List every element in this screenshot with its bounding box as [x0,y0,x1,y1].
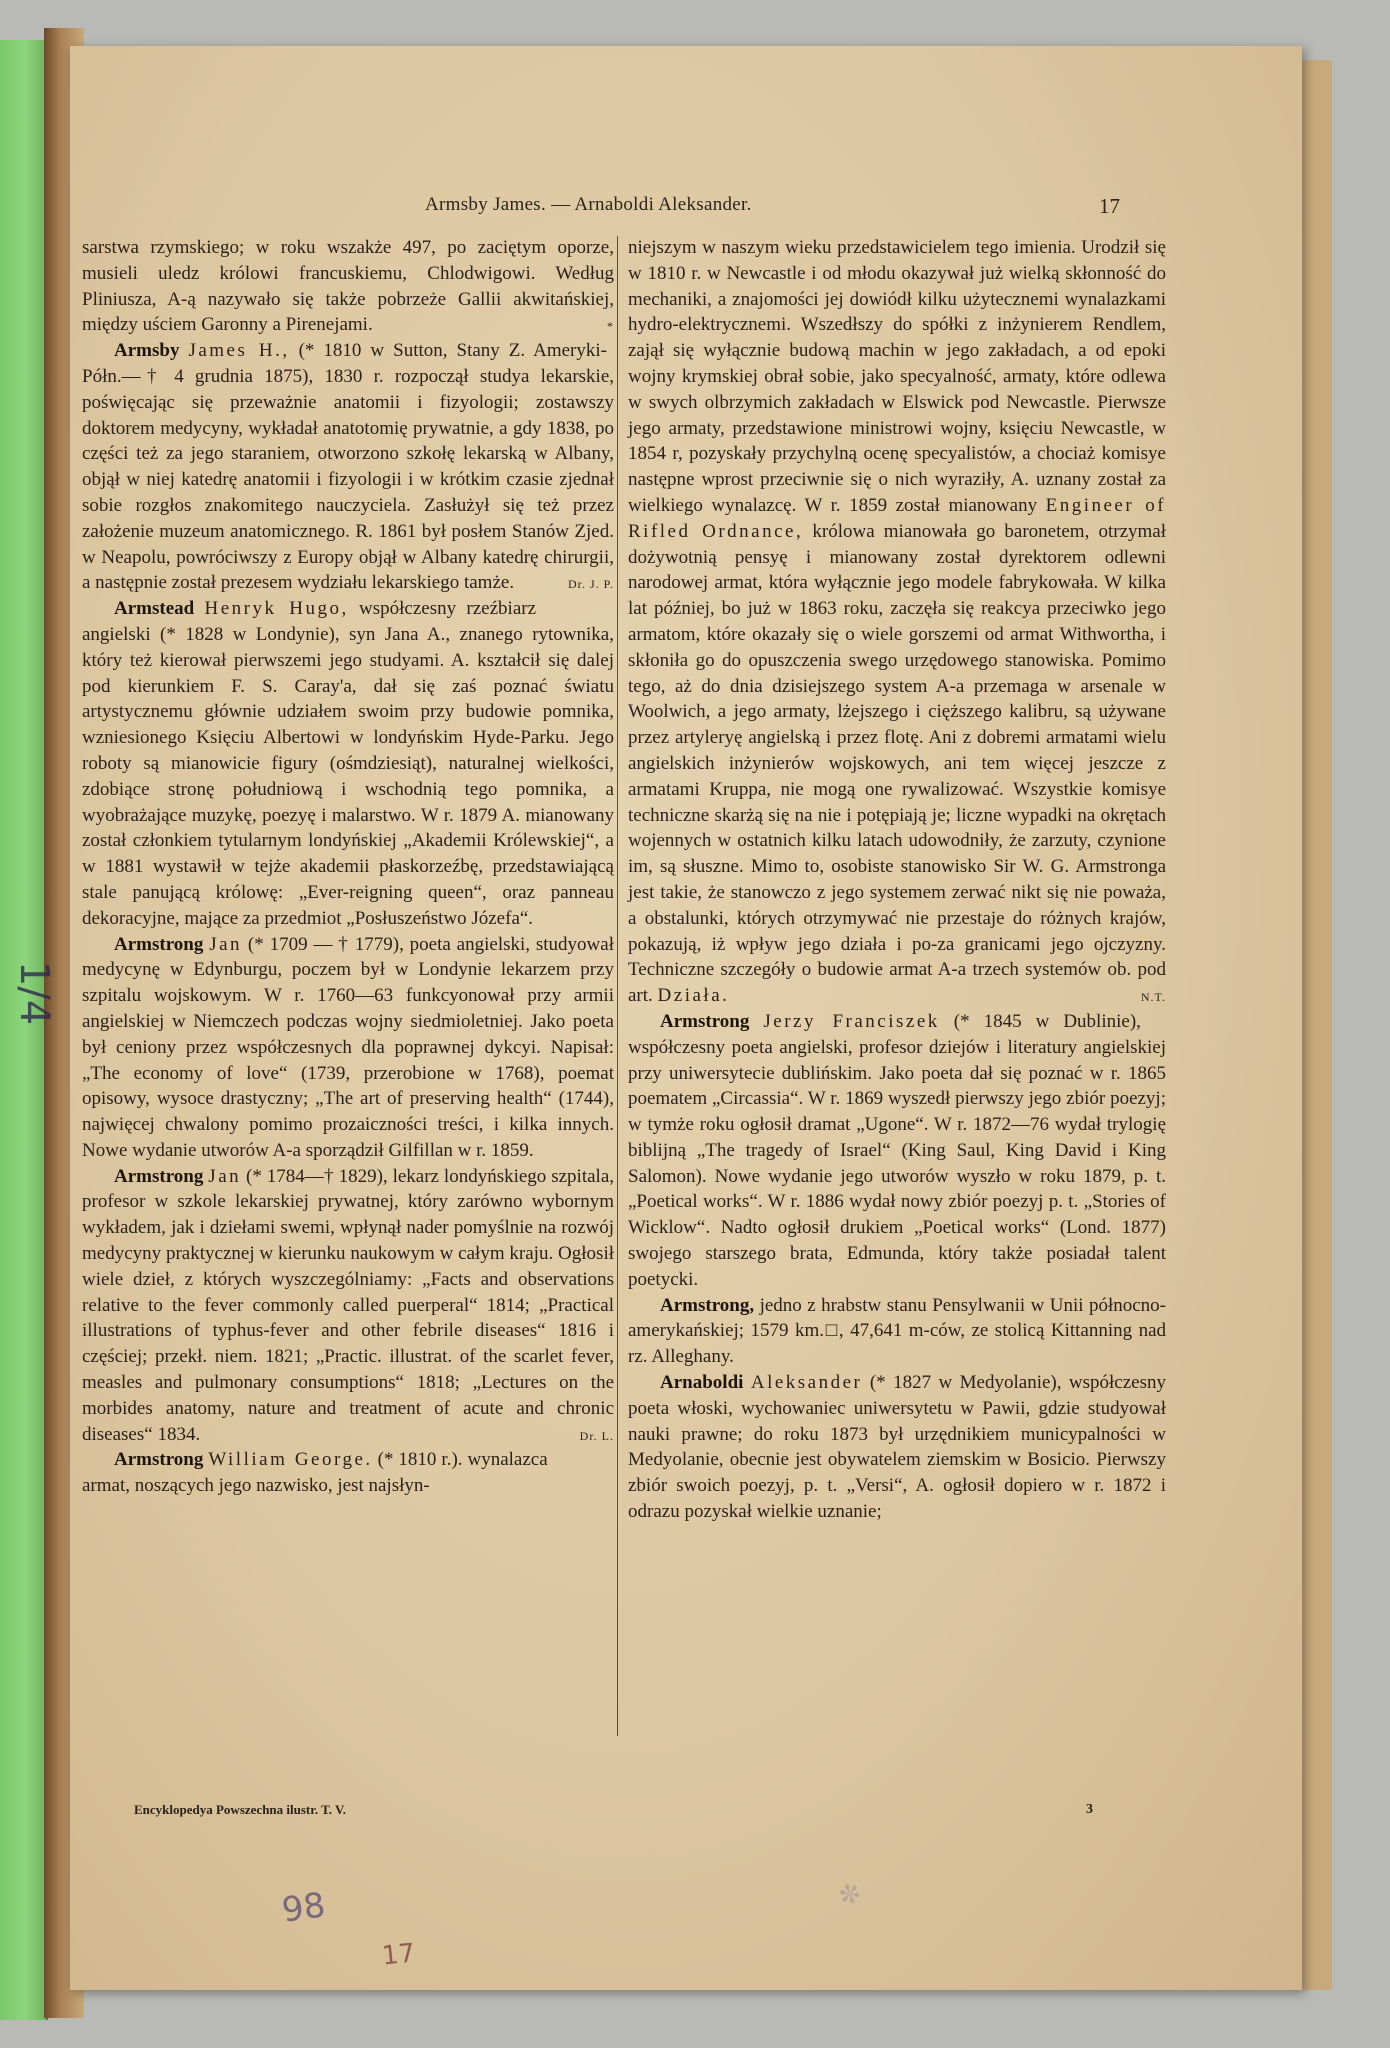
page-footer [134,1802,1094,1822]
encyclopedia-entry [628,1370,1166,1525]
entry-body: sarstwa rzymskiego; w roku wszakże 497, po zaciętym oporze, musieli uledz królowi francuskiemu, Chlodwigowi. Według Pliniusza, A-ą nazywało się także pobrzeże Gallii akwitańskiej, między uściem Garonny a Pirenejami. [82,237,614,336]
header-title: Armsby James. — Arnaboldi Aleksander. [425,194,752,215]
footer-signature-number: 3 [1086,1802,1093,1817]
margin-handwriting: 1/4 [11,960,58,1026]
entry-body: (* 1810 r.). wynalazca armat, noszących jego nazwisko, jest najsłyn- [82,1449,548,1497]
entry-headword: Armstrong [660,1010,750,1032]
entry-body: (* 1845 w Dublinie), współczesny poeta angielski, profesor dziejów i literatury angielskiej przy uniwersytecie dublińskim. Jako poeta dał się poznać w r. 1865 poematem „Circassia“. W r. 1869 wyszedł pierwszy jego zbiór poezyj; w tymże roku ogłosił dramat „Ugone“. W r. 1872—76 wydał trylogię biblijną „The tragedy of Israel“ (King Saul, King David i King Salomon). Nowe wydanie jego utworów wyszło w roku 1879, p. t. „Poetical works“. W r. 1886 wydał nowy zbiór poezyj p. t. „Stories of Wicklow“. Nadto ogłosił drukiem „Poetical works“ (Lond. 1877) swojego starszego brata, Edmunda, który także posiadał talent poetycki. [628,1010,1166,1290]
entry-headword: Armstrong, [660,1294,755,1316]
encyclopedia-entry [82,1447,614,1499]
encyclopedia-entry [82,596,614,931]
encyclopedia-entry [82,932,614,1164]
entry-headword: Armstead [114,598,195,620]
pencil-note-98: 98 [279,1885,328,1931]
entry-headword: Armstrong [114,1165,204,1187]
entry-headword: Armstrong [114,1449,204,1471]
entry-author-signature: Dr. L. [579,1428,614,1443]
faint-stamp: ✼ [834,1877,866,1913]
encyclopedia-entry [628,1293,1166,1370]
footer-publication: Encyklopedya Powszechna ilustr. T. V. [134,1802,347,1817]
encyclopedia-entry [628,235,1166,1009]
entry-author-signature: * [607,319,614,334]
entry-forename: Henryk Hugo, [204,598,349,620]
encyclopedia-entry [628,1009,1166,1293]
entry-headword: Arnaboldi [660,1372,744,1394]
entry-forename: James H., [188,340,290,362]
entry-forename: Jan [209,933,243,955]
entry-author-signature: Dr. J. P. [567,577,614,592]
entry-body: jedno z hrabstw stanu Pensylwanii w Unii północno-amerykańskiej; 1579 km.□, 47,641 m-ców, ze stolicą Kittanning nad rz. Alleghany. [628,1294,1166,1368]
entry-body: (* 1784—† 1829), lekarz londyńskiego szpitala, profesor w szkole lekarskiej prywatnej, który zarówno wybornym wykładem, jak i dziełami swemi, wpłynął nader pomyślnie na rozwój medycyny praktycznej w kierunku naukowym w całym kraju. Ogłosił wiele dzieł, z których wyszczególniamy: „Facts and observations relative to the fever commonly called puerperal“ 1814; „Practical illustrations of typhus-fever and other febrile diseases“ 1816 i częściej; przekł. niem. 1821; „Practic. illustrat. of the scarlet fever, measles and pulmonary consumptions“ 1818; „Lectures on the morbides anatomy, nature and treatment of acute and chronic diseases“ 1834. [82,1165,615,1445]
entry-forename: Jerzy Franciszek [763,1010,940,1032]
entry-body: niejszym w naszym wieku przedstawicielem tego imienia. Urodził się w 1810 r. w Newcastle i od młodu okazywał już wielką skłonność do mechaniki, a znajomości jej dowiódł kilku użytecznemi wynalazkami hydro-elektrycznemi. Wszedłszy do spółki z inżynierem Rendlem, zajął się wyłącznie budową machin w jego zakładach, a od epoki wojny krymskiej obrał sobie, jako specyalność, armaty, które odlewa w swych olbrzymich zakładach w Elswick pod Newcastle. Pierwsze jego armaty, przedstawione ministrowi wojny, księciu Newcastle, w 1854 r, pozyskały przychylną ocenę specyalistów, a chociaż komisye następne wprost przeciwnie się o nich wyraziły, A. uznany został za wielkiego wynalazcę. W r. 1859 został mianowany [628,237,1166,516]
green-binding-strip [0,40,48,2020]
entry-headword: Armsby [114,340,180,362]
entry-spaced-title: Engineer of Rifled Ordnance, [628,494,1167,542]
entry-body: współczesny rzeźbiarz angielski (* 1828 w Londynie), syn Jana A., znanego rytownika, który też kierował pierwszemi jego studyami. A. kształcił się dalej pod kierunkiem F. S. Caray'a, dał się zaś poznać światu artystycznemu głównie udziałem swoim przy budowie pomnika, wzniesionego Księciu Albertowi w londyńskim Hyde-Parku. Jego roboty są mianowicie figury (ośmdziesiąt), naturalnej wielkości, zdobiące stronę południową i wschodnią tego pomnika, a wyobrażające muzykę, poezyę i malarstwo. W r. 1879 A. mianowany został członkiem tytularnym londyńskiej „Akademii Królewskiej“, a w 1881 wystawił w tejże akademii płaskorzeźbę, przedstawiającą stale panującą królowę: „Ever-reigning queen“, oraz panneau dekoracyjne, mające za przedmiot „Posłuszeństwo Józefa“. [82,598,614,929]
encyclopedia-entry [82,338,614,596]
entry-body-continued: królowa mianowała go baronetem, otrzymał dożywotnią pensyę i mianowany został dyrektorem odlewni narodowej armat, która wyłącznie jego modele fabrykowała. W kilka lat później, bo już w 1863 roku, zaczęła się reakcya przeciwko jego armatom, które okazały się o wiele gorszemi od armat Withwortha, i skłoniła go do opuszczenia swego urzędowego stanowiska. Pomimo tego, aż do dnia dzisiejszego system A-a przemaga w arsenale w Woolwich, a jego armaty, lżejszego i cięższego kalibru, są używane przez artyleryę angielską i przez flotę. Ani z dobremi armatami wielu angielskich inżynierów wojskowych, ani tem więcej jeszcze z armatami Kruppa, nie mogą one rywalizować. Wszystkie komisye techniczne skarżą się na nie i potępiają je; liczne wypadki na okrętach wojennych w ostatnich kilku latach udowodniły, że zarzuty, czynione im, są słuszne. Mimo to, osobiste stanowisko Sir W. G. Armstronga jest takie, że stanowczo z jego systemem zerwać nikt się nie poważa, a obstalunki, których otrzymywać nie przestaje do różnych krajów, pokazują, iż wpływ jego działa i po-za granicami jego ojczyzny. Techniczne szczegóły o budowie armat A-a trzech systemów ob. pod art. [628,520,1166,1007]
entry-body: (* 1810 w Sutton, Stany Z. Ameryki-Półn.—† 4 grudnia 1875), 1830 r. rozpoczął studya lekarskie, poświęcając się przeważnie anatomii i fizyologii; zostawszy doktorem medycyny, wykładał anatotomię prywatnie, a gdy 1838, po części też za jego staraniem, otworzono szkołę lekarską w Albany, objął w niej katedrę anatomii i fizyologii i w krótkim czasie zjednał sobie rozgłos znakomitego nauczyciela. Zasłużył się też przez założenie muzeum anatomicznego. R. 1861 był posłem Stanów Zjed. w Neapolu, powróciwszy z Europy objął w Albany katedrę chirurgii, a następnie został prezesem wydziału lekarskiego tamże. [82,340,614,594]
entry-body: (* 1709 — † 1779), poeta angielski, studyował medycynę w Edynburgu, poczem był w Londynie lekarzem przy szpitalu wojskowym. W r. 1760—63 funkcyonował przy armii angielskiej w Niemczech podczas wojny siedmioletniej. Jako poeta był ceniony przez współczesnych dla poprawnej dykcyi. Napisał: „The economy of love“ (1739, przerobione w 1768), poemat opisowy, wysoce drastyczny; „The art of preserving health“ (1744), najwięcej chwalony pomimo prozaiczności treści, i kilka innych. Nowe wydanie utworów A-a sporządził Gilfillan w r. 1859. [82,933,614,1161]
entry-forename: Jan [208,1165,242,1187]
entry-cross-reference: Działa. [657,985,730,1007]
pencil-note-17: 17 [380,1938,417,1972]
entry-author-signature: N.T. [1140,990,1166,1005]
page-number: 17 [1099,194,1120,218]
column-divider [617,236,618,1736]
entry-body: (* 1827 w Medyolanie), współczesny poeta włoski, wychowaniec uniwersytetu w Pawii, gdzie studyował nauki prawne; do roku 1873 był urzędnikiem municypalności w Medyolanie, obecnie jest obywatelem ziemskim w Bosicio. Pierwszy zbiór swoich poezyj, p. t. „Versi“, A. ogłosił dopiero w r. 1872 i odrazu pozyskał wielkie uznanie; [628,1372,1167,1523]
left-column [82,235,614,1499]
right-column [628,235,1166,1525]
entry-forename: Aleksander [750,1372,863,1394]
running-header [250,194,1120,220]
entry-forename: William George. [208,1449,373,1471]
entry-headword: Armstrong [114,933,204,955]
encyclopedia-entry [82,235,614,338]
encyclopedia-entry [82,1164,614,1448]
